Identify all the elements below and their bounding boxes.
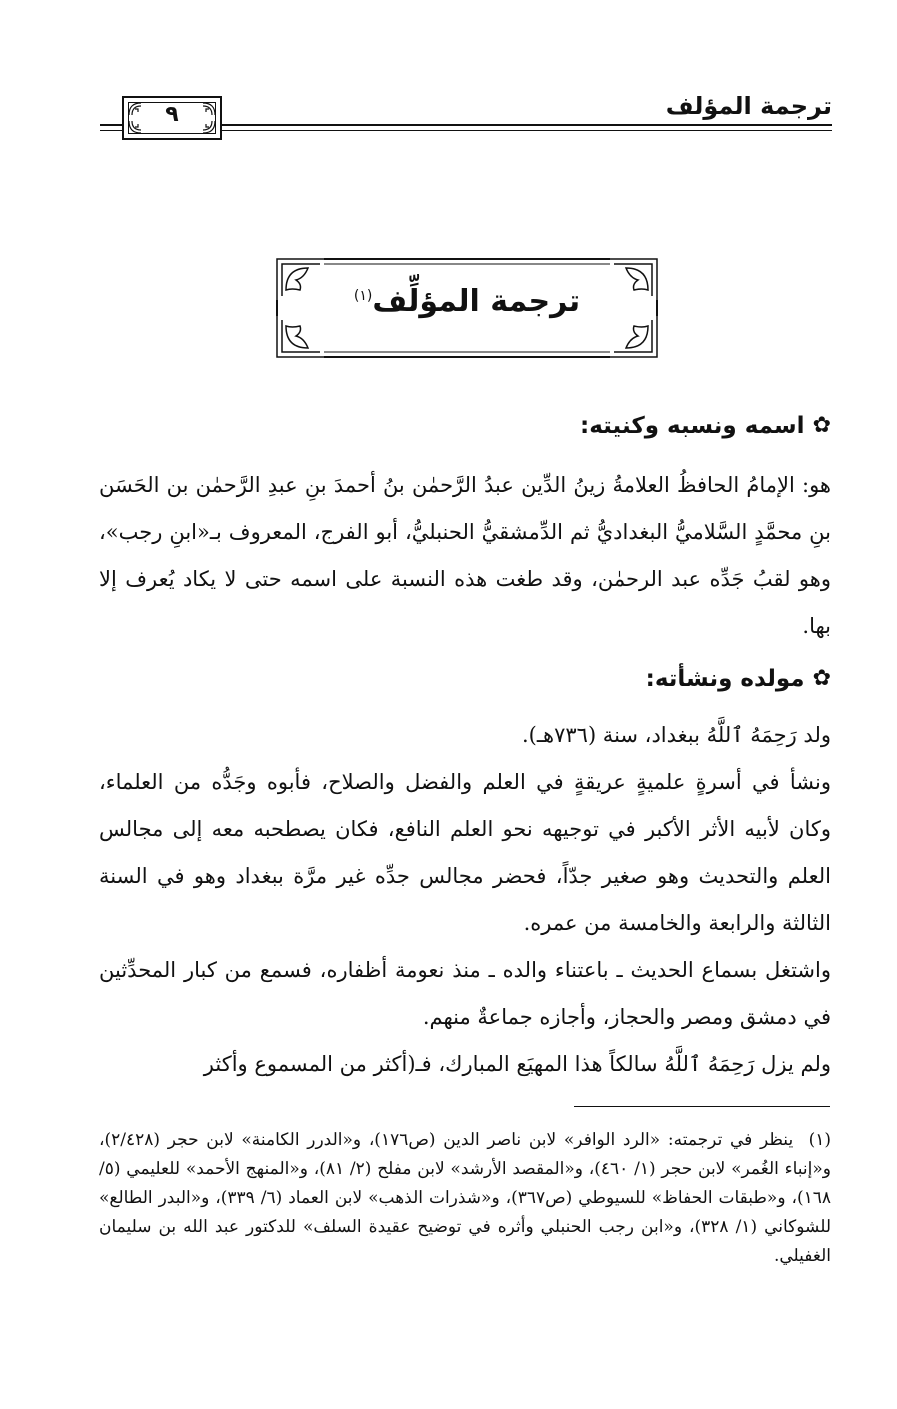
paragraph: واشتغل بسماع الحديث ـ باعتناء والده ـ منذ نعومة أظفاره، فسمع من كبار المحدِّثين في دمشق ومصر والحجاز، وأجازه جماعةٌ منهم. [99,958,831,1029]
footnote-reference: (١) [353,288,373,304]
chapter-title [274,284,660,319]
paragraph: هو: الإمامُ الحافظُ العلامةُ زينُ الدِّين عبدُ الرَّحمٰن بنُ أحمدَ بنِ عبدِ الرَّحمٰن بن الحَسَن بنِ محمَّدٍ السَّلاميُّ البغداديُّ ثم الدِّمشقيُّ الحنبليُّ، أبو الفرج، المعروف بـ«ابنِ رجب»، وهو لقبُ جَدِّه عبد الرحمٰن، وقد طغت هذه النسبة على اسمه حتى لا يكاد يُعرف إلا بها. [99,473,831,638]
section-heading-name [580,413,831,439]
running-header-title: ترجمة المؤلف [665,92,832,120]
section-heading-text: اسمه ونسبه وكنيته: [580,413,805,439]
flower-icon: ✿ [812,666,831,691]
section-heading-birth [646,666,831,692]
page-number-box [122,96,222,140]
footnote [99,1126,831,1271]
running-header [100,82,832,152]
paragraph: ولد رَحِمَهُ ٱللَّهُ ببغداد، سنة (٧٣٦هـ). [521,723,831,747]
chapter-title-frame [274,256,660,360]
footnote-mark: (١) [808,1130,832,1150]
paragraph: ونشأ في أسرةٍ علميةٍ عريقةٍ في العلم والفضل والصلاح، فأبوه وجَدُّه من العلماء، وكان لأبيه الأثر الأكبر في توجيهه نحو العلم النافع، فكان يصطحبه معه إلى مجالس العلم والتحديث وهو صغير جدّاً، فحضر مجالس جدِّه غير مرَّة ببغداد وهو في السنة الثالثة والرابعة والخامسة من عمره. [99,770,831,935]
footnote-rule [574,1106,830,1107]
page-number: ٩ [165,102,179,127]
paragraph: ولم يزل رَحِمَهُ ٱللَّهُ سالكاً هذا المهيَع المبارك، فـ(أكثر من المسموع وأكثر [203,1052,831,1076]
flower-icon: ✿ [812,413,831,438]
section-heading-text: مولده ونشأته: [645,666,805,692]
footnote-text: ينظر في ترجمته: «الرد الوافر» لابن ناصر الدين (ص١٧٦)، و«الدرر الكامنة» لابن حجر (٢/٤٢٨)، و«إنباء الغُمر» لابن حجر (١/ ٤٦٠)، و«المقصد الأرشد» لابن مفلح (٢/ ٨١)، و«المنهج الأحمد» للعليمي (٥/ ١٦٨)، و«طبقات الحفاظ» للسيوطي (ص٣٦٧)، و«شذرات الذهب» لابن العماد (٦/ ٣٣٩)، و«البدر الطالع» للشوكاني (١/ ٣٢٨)، و«ابن رجب الحنبلي وأثره في توضيح عقيدة السلف» للدكتور عبد الله بن سليمان الغفيلي. [99,1130,832,1266]
chapter-title-text: ترجمة المؤلِّف [372,284,581,319]
